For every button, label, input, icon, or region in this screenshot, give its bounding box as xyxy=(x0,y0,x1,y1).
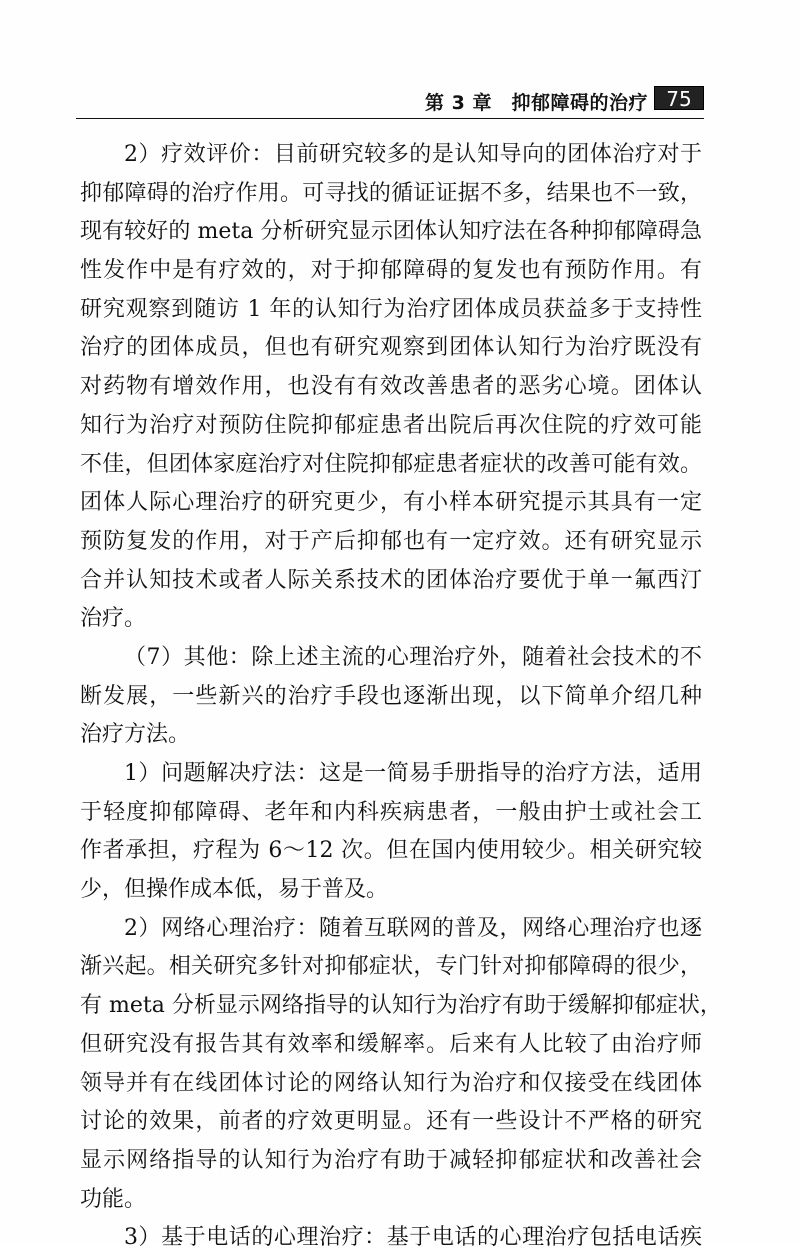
text-line: 不佳，但团体家庭治疗对住院抑郁症患者症状的改善可能有效。 xyxy=(80,451,702,477)
text-line: 预防复发的作用，对于产后抑郁也有一定疗效。还有研究显示 xyxy=(80,528,702,554)
text-line: 3）基于电话的心理治疗：基于电话的心理治疗包括电话疾 xyxy=(124,1225,702,1251)
body-text xyxy=(80,136,722,1258)
text-line: 合并认知技术或者人际关系技术的团体治疗要优于单一氟西汀 xyxy=(80,567,702,593)
page-number: 75 xyxy=(654,86,704,110)
text-line: 领导并有在线团体讨论的网络认知行为治疗和仅接受在线团体 xyxy=(80,1070,702,1096)
text-line: 2）疗效评价：目前研究较多的是认知导向的团体治疗对于 xyxy=(124,142,702,167)
text-line: 治疗方法。 xyxy=(80,722,191,748)
text-line: 性发作中是有疗效的，对于抑郁障碍的复发也有预防作用。有 xyxy=(80,258,702,284)
text-line: 抑郁障碍的治疗作用。可寻找的循证证据不多，结果也不一致， xyxy=(80,180,702,206)
text-line: 现有较好的 meta 分析研究显示团体认知疗法在各种抑郁障碍急 xyxy=(80,219,702,245)
text-line: 团体人际心理治疗的研究更少，有小样本研究提示其具有一定 xyxy=(80,490,702,516)
text-line: 于轻度抑郁障碍、老年和内科疾病患者，一般由护士或社会工 xyxy=(80,799,702,825)
text-line: 功能。 xyxy=(80,1186,147,1212)
text-line: 讨论的效果，前者的疗效更明显。还有一些设计不严格的研究 xyxy=(80,1109,702,1135)
header-rule xyxy=(76,118,704,119)
text-line: 2）网络心理治疗：随着互联网的普及，网络心理治疗也逐 xyxy=(124,915,702,941)
text-line: 知行为治疗对预防住院抑郁症患者出院后再次住院的疗效可能 xyxy=(80,412,702,438)
chapter-title: 第 3 章 抑郁障碍的治疗 xyxy=(425,92,648,114)
text-line: 作者承担，疗程为 6～12 次。但在国内使用较少。相关研究较 xyxy=(80,838,702,864)
text-line: 治疗的团体成员，但也有研究观察到团体认知行为治疗既没有 xyxy=(80,335,702,361)
text-line: 少，但操作成本低，易于普及。 xyxy=(80,877,389,903)
text-line: 有 meta 分析显示网络指导的认知行为治疗有助于缓解抑郁症状， xyxy=(80,993,722,1019)
running-header xyxy=(0,84,704,114)
text-line: 断发展，一些新兴的治疗手段也逐渐出现，以下简单介绍几种 xyxy=(80,683,702,709)
text-line: 显示网络指导的认知行为治疗有助于减轻抑郁症状和改善社会 xyxy=(80,1147,702,1173)
text-line: 研究观察到随访 1 年的认知行为治疗团体成员获益多于支持性 xyxy=(80,296,702,322)
text-line: （7）其他：除上述主流的心理治疗外，随着社会技术的不 xyxy=(124,644,702,670)
text-line: 对药物有增效作用，也没有有效改善患者的恶劣心境。团体认 xyxy=(80,374,702,400)
text-line: 但研究没有报告其有效率和缓解率。后来有人比较了由治疗师 xyxy=(80,1031,702,1057)
text-line: 1）问题解决疗法：这是一简易手册指导的治疗方法，适用 xyxy=(124,761,702,786)
text-line: 治疗。 xyxy=(80,606,147,632)
text-line: 渐兴起。相关研究多针对抑郁症状，专门针对抑郁障碍的很少， xyxy=(80,954,702,980)
